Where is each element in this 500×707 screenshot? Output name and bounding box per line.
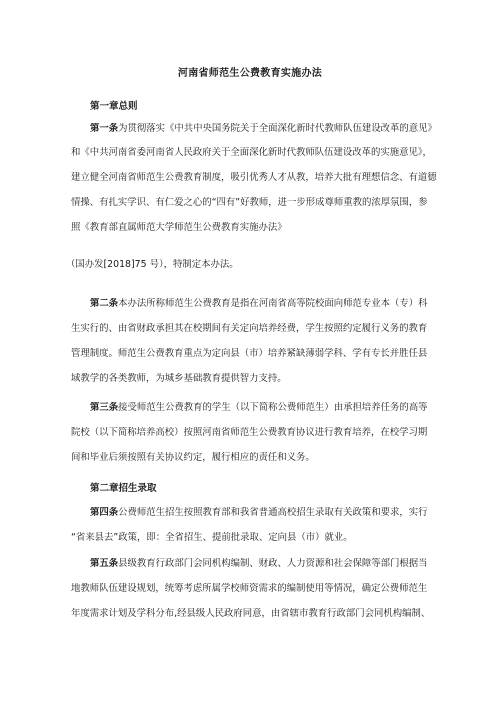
article-5-label: 第五条 (90, 558, 119, 569)
article-3-line-3: 间和毕业后须按照有关协议约定，履行相应的责任和义务。 (71, 452, 315, 463)
article-1-line-3: 建立健全河南省师范生公费教育制度，吸引优秀人才从教，培养大批有理想信念、有道德 (71, 172, 437, 183)
chapter-2-heading: 第二章招生录取 (90, 483, 157, 494)
article-2-line-4: 域教学的各类教师，为城乡基础教育提供智力支持。 (71, 373, 287, 384)
article-1-line-2: 和《中共河南省委河南省人民政府关于全面深化新时代教师队伍建设改革的实施意见》， (71, 147, 432, 158)
article-2-line-3: 管理制度。师范生公费教育重点为定向县（市）培养紧缺薄弱学科、学有专长并胜任县 (71, 348, 428, 359)
article-3-label: 第三条 (90, 402, 119, 413)
chapter-1-heading: 第一章总则 (90, 101, 138, 112)
article-4-label: 第四条 (90, 507, 119, 518)
article-5-line-3: 年度需求计划及学科分布,经县级人民政府同意，由省辖市教育行政部门会同机构编制、 (71, 608, 431, 619)
article-1-line-6: （国办发[2018]75 号），特制定本办法。 (66, 259, 239, 270)
article-2-line-1: 第二条本办法所称师范生公费教育是指在河南省高等院校面向师范专业本（专）科 (90, 298, 428, 309)
article-5-line-1: 第五条县级教育行政部门会同机构编制、财政、人力资源和社会保障等部门根据当 (90, 558, 428, 569)
document-title: 河南省师范生公费教育实施办法 (177, 68, 323, 79)
article-2-line-2: 生实行的、由省财政承担其在校期间有关定向培养经费，学生按照约定履行义务的教育 (71, 323, 428, 334)
article-5-line-2: 地教师队伍建设规划，统筹考虑所属学校师资需求的编制使用等情况，确定公费师范生 (71, 583, 428, 594)
article-3-line-2: 院校（以下简称培养高校）按照河南省师范生公费教育协议进行教育培养，在校学习期 (71, 427, 428, 438)
article-1-label: 第一条 (90, 123, 119, 134)
article-1-line-5: 照《教育部直属师范大学师范生公费教育实施办法》 (71, 222, 287, 233)
article-1-line-1: 第一条为贯彻落实《中共中央国务院关于全面深化新时代教师队伍建设改革的意见》 (90, 123, 437, 134)
article-4-line-1: 第四条公费师范生招生按照教育部和我省普通高校招生录取有关政策和要求，实行 (90, 507, 428, 518)
article-4-line-2: “省来县去”政策，即：全省招生、提前批录取、定向县（市）就业。 (71, 532, 353, 543)
article-3-line-1: 第三条接受师范生公费教育的学生（以下简称公费师范生）由承担培养任务的高等 (90, 402, 428, 413)
article-1-line-4: 情操、有扎实学识、有仁爱之心的“四有”好教师，进一步形成尊师重教的浓厚氛围，参 (71, 197, 428, 208)
article-2-label: 第二条 (90, 298, 119, 309)
